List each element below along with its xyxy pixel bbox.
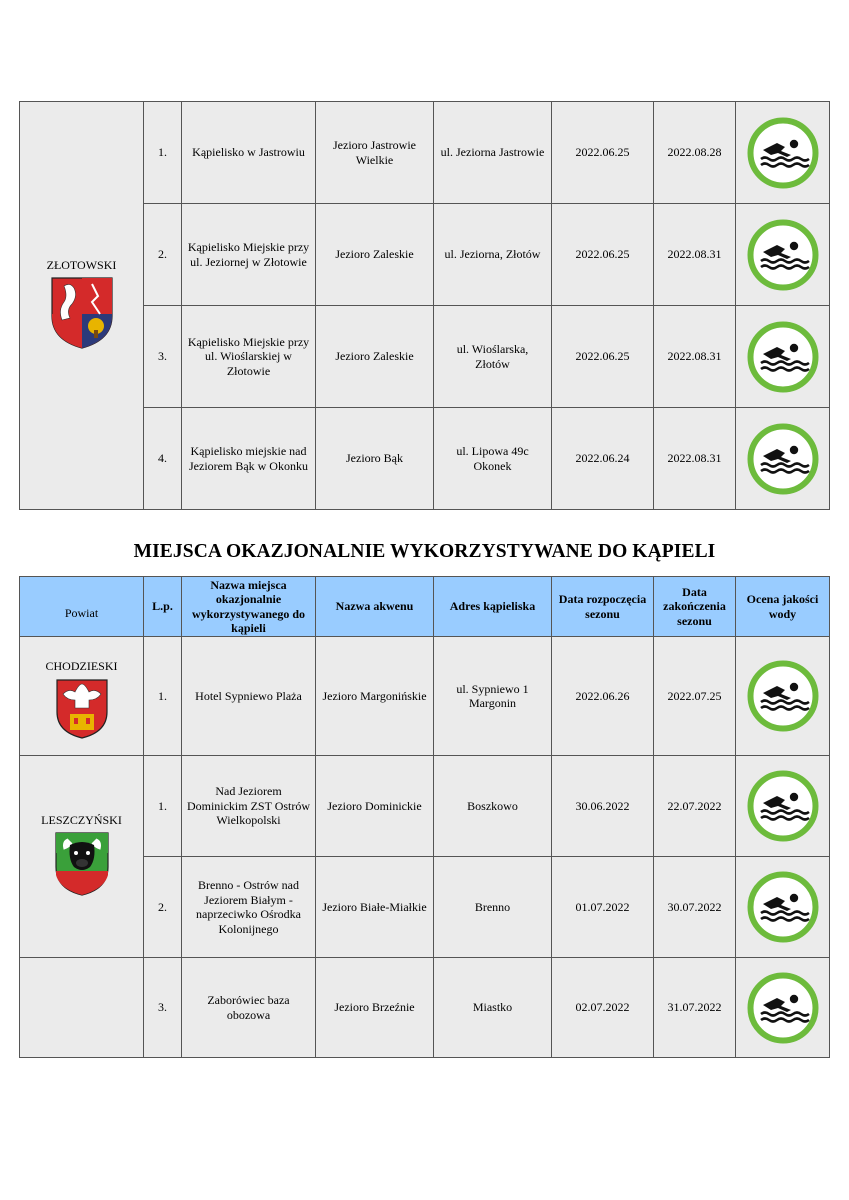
water-body: Jezioro Brzeźnie (316, 958, 434, 1058)
table-row (20, 958, 830, 1058)
season-start: 01.07.2022 (552, 857, 654, 958)
bathing-sites-table-continued (19, 101, 830, 510)
row-number: 3. (144, 958, 182, 1058)
site-name: Kąpielisko w Jastrowiu (182, 102, 316, 204)
header-season-end: Data zakończenia sezonu (654, 577, 736, 637)
water-quality-cell (736, 637, 830, 756)
season-start: 2022.06.25 (552, 306, 654, 408)
season-end: 30.07.2022 (654, 857, 736, 958)
powiat-cell-chodzieski (20, 637, 144, 756)
season-start: 30.06.2022 (552, 756, 654, 857)
season-end: 2022.08.31 (654, 408, 736, 510)
swimmer-icon (747, 770, 819, 842)
water-body: Jezioro Zaleskie (316, 306, 434, 408)
site-address: Brenno (434, 857, 552, 958)
season-end: 2022.08.31 (654, 306, 736, 408)
site-address: Boszkowo (434, 756, 552, 857)
water-body: Jezioro Dominickie (316, 756, 434, 857)
zlotowski-coat-of-arms-icon (50, 276, 114, 350)
powiat-cell-leszczynski (20, 756, 144, 958)
header-lp: L.p. (144, 577, 182, 637)
site-name: Brenno - Ostrów nad Jeziorem Białym - naprzeciwko Ośrodka Kolonijnego (182, 857, 316, 958)
header-water-body: Nazwa akwenu (316, 577, 434, 637)
powiat-name: LESZCZYŃSKI (41, 812, 122, 827)
swimmer-icon (747, 660, 819, 732)
chodzieski-coat-of-arms-icon (55, 678, 109, 740)
season-start: 2022.06.25 (552, 204, 654, 306)
site-name: Kąpielisko Miejskie przy ul. Wioślarskiej w Złotowie (182, 306, 316, 408)
site-address: ul. Sypniewo 1 Margonin (434, 637, 552, 756)
row-number: 1. (144, 102, 182, 204)
header-water-quality: Ocena jakości wody (736, 577, 830, 637)
row-number: 2. (144, 857, 182, 958)
powiat-name: ZŁOTOWSKI (46, 257, 117, 272)
water-quality-cell (736, 306, 830, 408)
header-address: Adres kąpieliska (434, 577, 552, 637)
site-name: Nad Jeziorem Dominickim ZST Ostrów Wielkopolski (182, 756, 316, 857)
water-body: Jezioro Jastrowie Wielkie (316, 102, 434, 204)
occasional-bathing-sites-table (19, 576, 830, 1058)
season-end: 31.07.2022 (654, 958, 736, 1058)
powiat-cell-empty (20, 958, 144, 1058)
water-quality-cell (736, 958, 830, 1058)
powiat-name: CHODZIESKI (45, 659, 118, 673)
row-number: 2. (144, 204, 182, 306)
swimmer-icon (747, 871, 819, 943)
water-quality-cell (736, 408, 830, 510)
season-start: 2022.06.24 (552, 408, 654, 510)
row-number: 3. (144, 306, 182, 408)
row-number: 4. (144, 408, 182, 510)
powiat-cell-zlotowski (20, 102, 144, 510)
section-title: MIEJSCA OKAZJONALNIE WYKORZYSTYWANE DO KĄPIELI (133, 541, 716, 562)
season-start: 2022.06.26 (552, 637, 654, 756)
header-row (20, 577, 830, 637)
site-address: ul. Jeziorna Jastrowie (434, 102, 552, 204)
season-start: 2022.06.25 (552, 102, 654, 204)
header-powiat: Powiat (20, 577, 144, 637)
header-season-start: Data rozpoczęcia sezonu (552, 577, 654, 637)
season-end: 2022.07.25 (654, 637, 736, 756)
header-site-name: Nazwa miejsca okazjonalnie wykorzystywanego do kąpieli (182, 577, 316, 637)
season-end: 2022.08.28 (654, 102, 736, 204)
water-quality-cell (736, 756, 830, 857)
site-address: ul. Lipowa 49c Okonek (434, 408, 552, 510)
swimmer-icon (747, 423, 819, 495)
table-row (20, 102, 830, 204)
site-name: Hotel Sypniewo Plaża (182, 637, 316, 756)
site-address: ul. Wioślarska, Złotów (434, 306, 552, 408)
site-address: ul. Jeziorna, Złotów (434, 204, 552, 306)
season-end: 2022.08.31 (654, 204, 736, 306)
row-number: 1. (144, 637, 182, 756)
row-number: 1. (144, 756, 182, 857)
leszczynski-coat-of-arms-icon (54, 831, 110, 897)
water-body: Jezioro Bąk (316, 408, 434, 510)
site-address: Miastko (434, 958, 552, 1058)
water-body: Jezioro Białe-Miałkie (316, 857, 434, 958)
table-row (20, 637, 830, 756)
site-name: Kąpielisko miejskie nad Jeziorem Bąk w Okonku (182, 408, 316, 510)
swimmer-icon (747, 972, 819, 1044)
site-name: Zaborówiec baza obozowa (182, 958, 316, 1058)
water-quality-cell (736, 857, 830, 958)
water-quality-cell (736, 204, 830, 306)
swimmer-icon (747, 321, 819, 393)
season-start: 02.07.2022 (552, 958, 654, 1058)
season-end: 22.07.2022 (654, 756, 736, 857)
site-name: Kąpielisko Miejskie przy ul. Jeziornej w Złotowie (182, 204, 316, 306)
water-quality-cell (736, 102, 830, 204)
water-body: Jezioro Margonińskie (316, 637, 434, 756)
water-body: Jezioro Zaleskie (316, 204, 434, 306)
table-row (20, 756, 830, 857)
swimmer-icon (747, 117, 819, 189)
swimmer-icon (747, 219, 819, 291)
